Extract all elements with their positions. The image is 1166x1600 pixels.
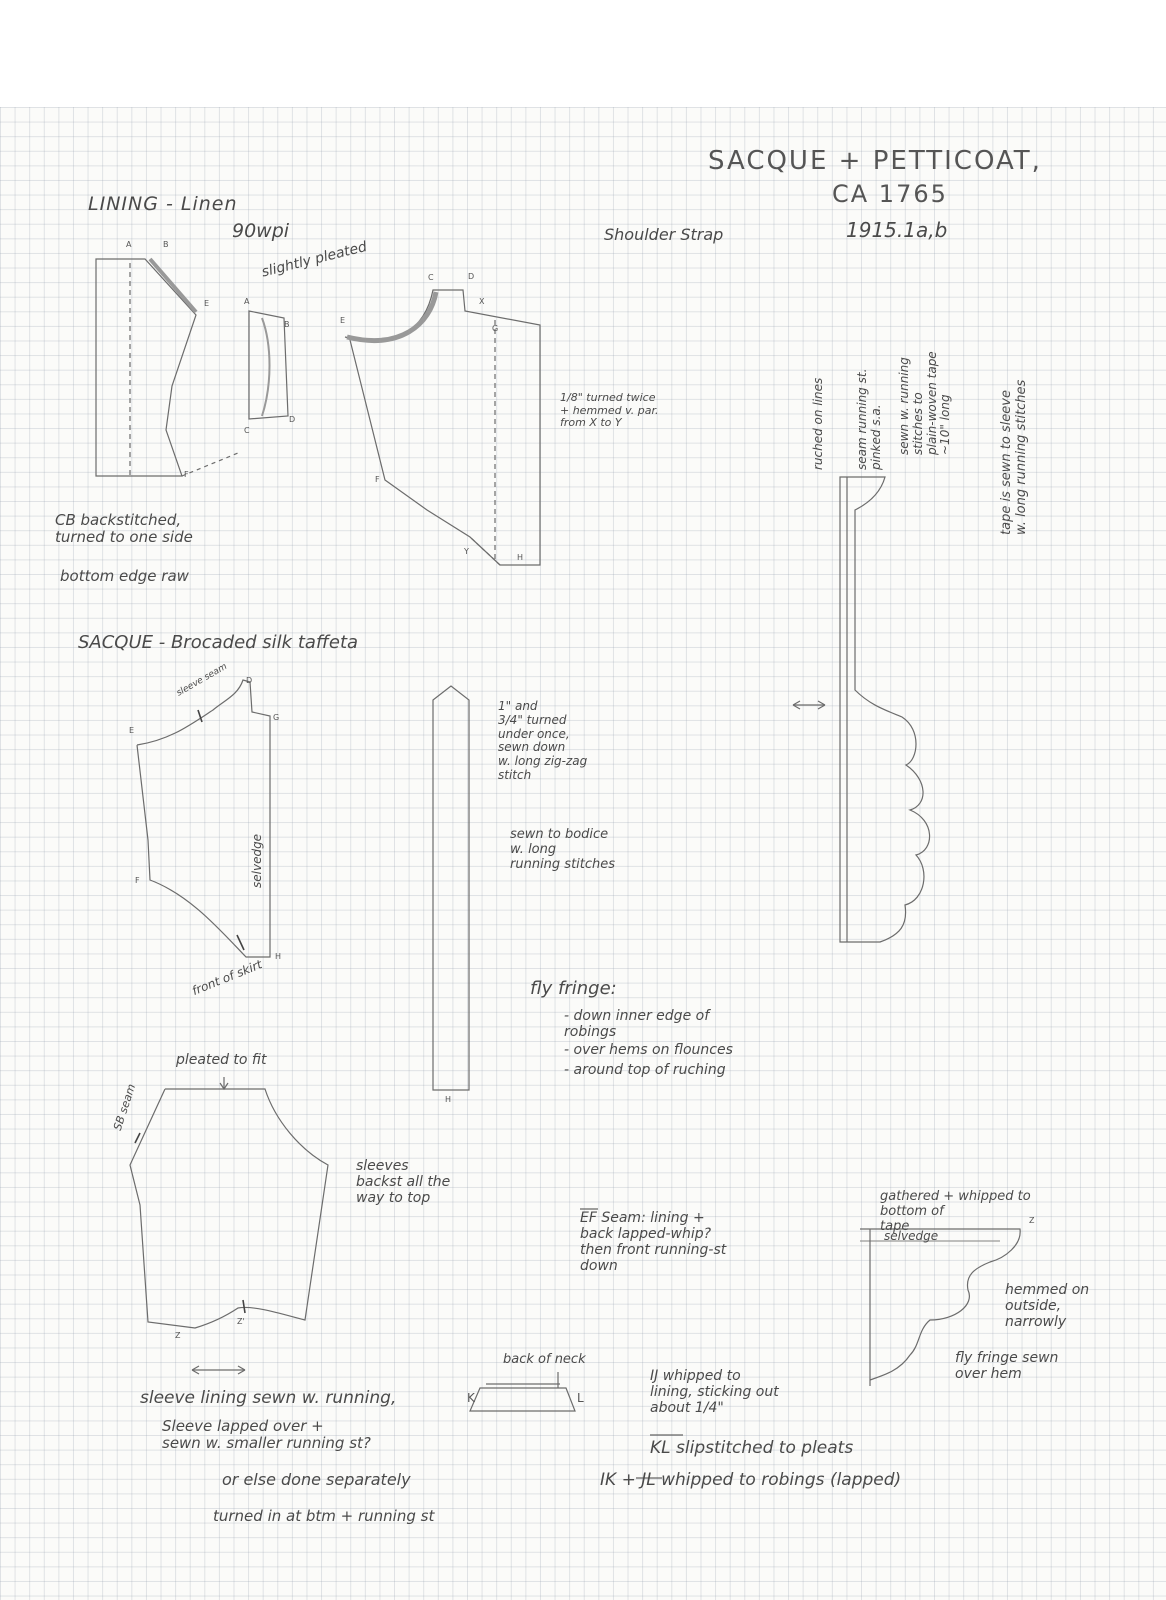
point-Z: Z [175, 1331, 181, 1340]
sacque-selvedge: selvedge [250, 833, 264, 888]
point-E2: E [340, 316, 346, 325]
title-line-1: SACQUE + PETTICOAT, [708, 146, 1042, 176]
sleeve-backstitched-note: sleeves backst all the way to top [356, 1158, 451, 1207]
flounce-fly-fringe-note: fly fringe sewn over hem [955, 1350, 1059, 1383]
sewn-to-bodice-note: sewn to bodice w. long running stitches [510, 827, 616, 872]
point-L: L [577, 1391, 584, 1405]
point-F2: F [375, 475, 380, 484]
fly-fringe-item-2: - over hems on flounces [564, 1042, 733, 1058]
point-E: E [204, 299, 210, 308]
point-G: G [492, 324, 499, 333]
sleeve-sb-seam: SB seam [111, 1082, 139, 1133]
lining-back-piece [96, 259, 238, 476]
point-Y: Y [464, 547, 469, 556]
flounce-selvedge: selvedge [884, 1229, 939, 1243]
point-F3: F [135, 876, 140, 885]
sleeve-turned-note: turned in at btm + running st [213, 1507, 435, 1525]
fly-fringe-heading: fly fringe: [530, 978, 617, 999]
lining-pleated-note: slightly pleated [260, 238, 369, 281]
point-D: D [289, 415, 296, 424]
lining-thread-count: 90wpi [232, 220, 290, 242]
sleeve-pleated-note: pleated to fit [176, 1052, 267, 1068]
point-Z2: Z [1029, 1216, 1035, 1225]
point-E3: E [129, 726, 135, 735]
point-H3: H [445, 1095, 452, 1104]
point-B2: B [284, 320, 290, 329]
sacque-front-of-skirt: front of skirt [190, 957, 265, 998]
seam-ik-jl-note: IK + JL whipped to robings (lapped) [600, 1470, 902, 1490]
point-A: A [126, 240, 132, 249]
point-A2: A [244, 297, 250, 306]
flounce-hemmed-note: hemmed on outside, narrowly [1005, 1282, 1090, 1331]
sacque-sleeve-seam: sleeve seam [175, 661, 229, 699]
ruching-note-4: tape is sewn to sleeve w. long running stitches [999, 379, 1029, 535]
point-F: F [184, 470, 189, 479]
lining-turned-note: 1/8" turned twice + hemmed v. par. from X to Y [560, 391, 659, 430]
ruching-note-2: seam running st. pinked s.a. [855, 368, 883, 470]
point-X: X [479, 297, 485, 306]
sleeve-lapped-note: Sleeve lapped over + sewn w. smaller running st? [162, 1417, 371, 1453]
lining-cb-note: CB backstitched, turned to one side [55, 511, 193, 547]
point-D3: D [246, 676, 253, 685]
back-of-neck-label: back of neck [503, 1352, 586, 1367]
sleeve-piece [130, 1077, 328, 1374]
seam-kl-note: KL slipstitched to pleats [650, 1438, 854, 1458]
lining-heading: LINING - Linen [88, 193, 238, 215]
point-C2: C [428, 273, 434, 282]
lining-front-piece [345, 290, 540, 565]
back-of-neck-piece [470, 1372, 575, 1411]
flounce-gathered-note: gathered + whipped to bottom of tape [880, 1189, 1031, 1234]
shoulder-strap-label: Shoulder Strap [604, 225, 724, 244]
title-line-2: CA 1765 [832, 180, 948, 208]
point-G2: G [273, 713, 280, 722]
point-B: B [163, 240, 169, 249]
sleeve-else-note: or else done separately [222, 1470, 411, 1489]
accession-number: 1915.1a,b [846, 218, 948, 242]
ruching-piece [793, 477, 930, 942]
point-K: K [467, 1391, 475, 1405]
sleeve-lining-note: sleeve lining sewn w. running, [140, 1388, 397, 1408]
robing-note: 1" and 3/4" turned under once, sewn down w. long zig-zag stitch [498, 699, 588, 782]
point-Z-prime: Z' [237, 1317, 245, 1326]
lining-strap-piece [249, 311, 288, 419]
sacque-front-piece [137, 680, 270, 957]
sacque-heading: SACQUE - Brocaded silk taffeta [78, 632, 359, 653]
point-D2: D [468, 272, 475, 281]
ruching-note-1: ruched on lines [811, 377, 825, 470]
robing-strip [433, 686, 469, 1090]
point-C: C [244, 426, 250, 435]
seam-ij-note: IJ whipped to lining, sticking out about 1/4" [650, 1368, 779, 1417]
fly-fringe-item-3: - around top of ruching [564, 1062, 726, 1078]
point-H2: H [275, 952, 282, 961]
seam-ef-note: EF Seam: lining + back lapped-whip? then front running-st down [580, 1210, 727, 1275]
fly-fringe-item-1: - down inner edge of robings [564, 1008, 710, 1041]
lining-bottom-note: bottom edge raw [60, 567, 189, 585]
point-H: H [517, 553, 524, 562]
ruching-note-3: sewn w. running stitches to plain-woven tape ~10" long [897, 351, 953, 455]
